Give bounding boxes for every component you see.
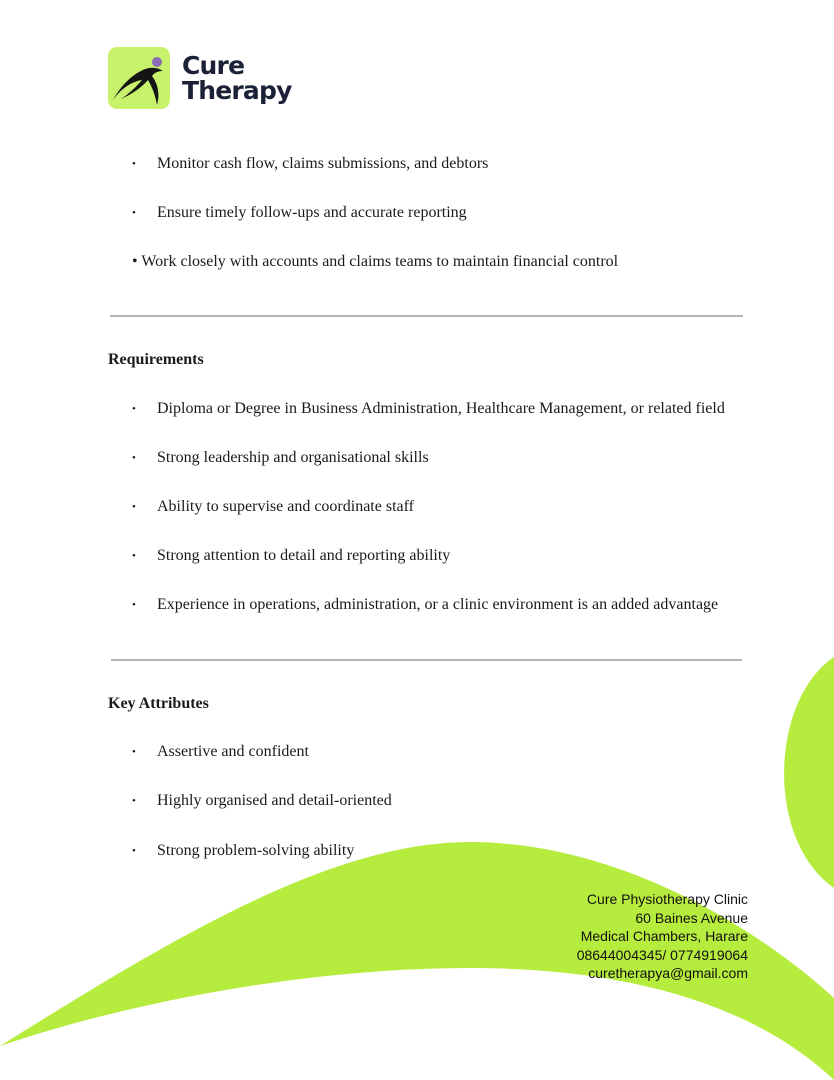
bullet-icon: • [132, 550, 136, 562]
section-heading-requirements: Requirements [108, 351, 204, 368]
clinic-street: 60 Baines Avenue [635, 909, 748, 926]
company-logo [108, 47, 292, 109]
list-item-text: Strong problem-solving ability [157, 842, 355, 859]
list-item [132, 792, 392, 810]
list-item-inline: • Work closely with accounts and claims teams to maintain financial control [132, 253, 619, 270]
list-item-text: Strong attention to detail and reporting ability [157, 547, 451, 564]
list-item-text: Strong leadership and organisational skills [157, 449, 429, 466]
clinic-email: curetherapya@gmail.com [588, 965, 748, 981]
list-item-text: Monitor cash flow, claims submissions, and debtors [157, 155, 489, 172]
list-item [132, 743, 309, 761]
clinic-name: Cure Physiotherapy Clinic [586, 891, 748, 907]
list-item [132, 547, 450, 565]
logo-text-line2: Therapy [182, 76, 292, 105]
list-item-text: Diploma or Degree in Business Administration, Healthcare Management, or related field [157, 400, 725, 417]
list-item-text: Ensure timely follow-ups and accurate reporting [157, 204, 467, 221]
list-item [132, 498, 414, 516]
runner-icon [108, 47, 170, 109]
list-item-text: Highly organised and detail-oriented [157, 792, 392, 809]
bullet-icon: • [132, 795, 136, 807]
bullet-icon: • [132, 207, 136, 219]
bullet-icon: • [132, 845, 136, 857]
list-item [132, 400, 725, 418]
list-item [132, 449, 429, 467]
bullet-icon: • [132, 501, 136, 513]
clinic-building: Medical Chambers, Harare [580, 928, 748, 944]
section-divider [110, 315, 743, 317]
section-heading-key-attributes: Key Attributes [108, 695, 209, 712]
clinic-phones: 08644004345/ 0774919064 [576, 946, 748, 963]
bullet-icon: • [132, 599, 136, 611]
list-item-text: Assertive and confident [157, 743, 309, 760]
bullet-icon: • [132, 452, 136, 464]
list-item-text: Ability to supervise and coordinate staff [157, 498, 414, 515]
list-item [132, 155, 488, 173]
logo-text-line1: Cure [182, 51, 245, 80]
green-side-arc [784, 657, 834, 888]
list-item-text: Experience in operations, administration, or a clinic environment is an added advantage [157, 596, 719, 613]
bullet-icon: • [132, 158, 136, 170]
logo-wordmark [182, 53, 292, 103]
clinic-contact-block [577, 890, 748, 983]
list-item [132, 204, 467, 222]
list-item [132, 842, 354, 860]
list-item [132, 596, 718, 614]
bullet-icon: • [132, 403, 136, 415]
section-divider [111, 659, 742, 661]
bullet-icon: • [132, 746, 136, 758]
